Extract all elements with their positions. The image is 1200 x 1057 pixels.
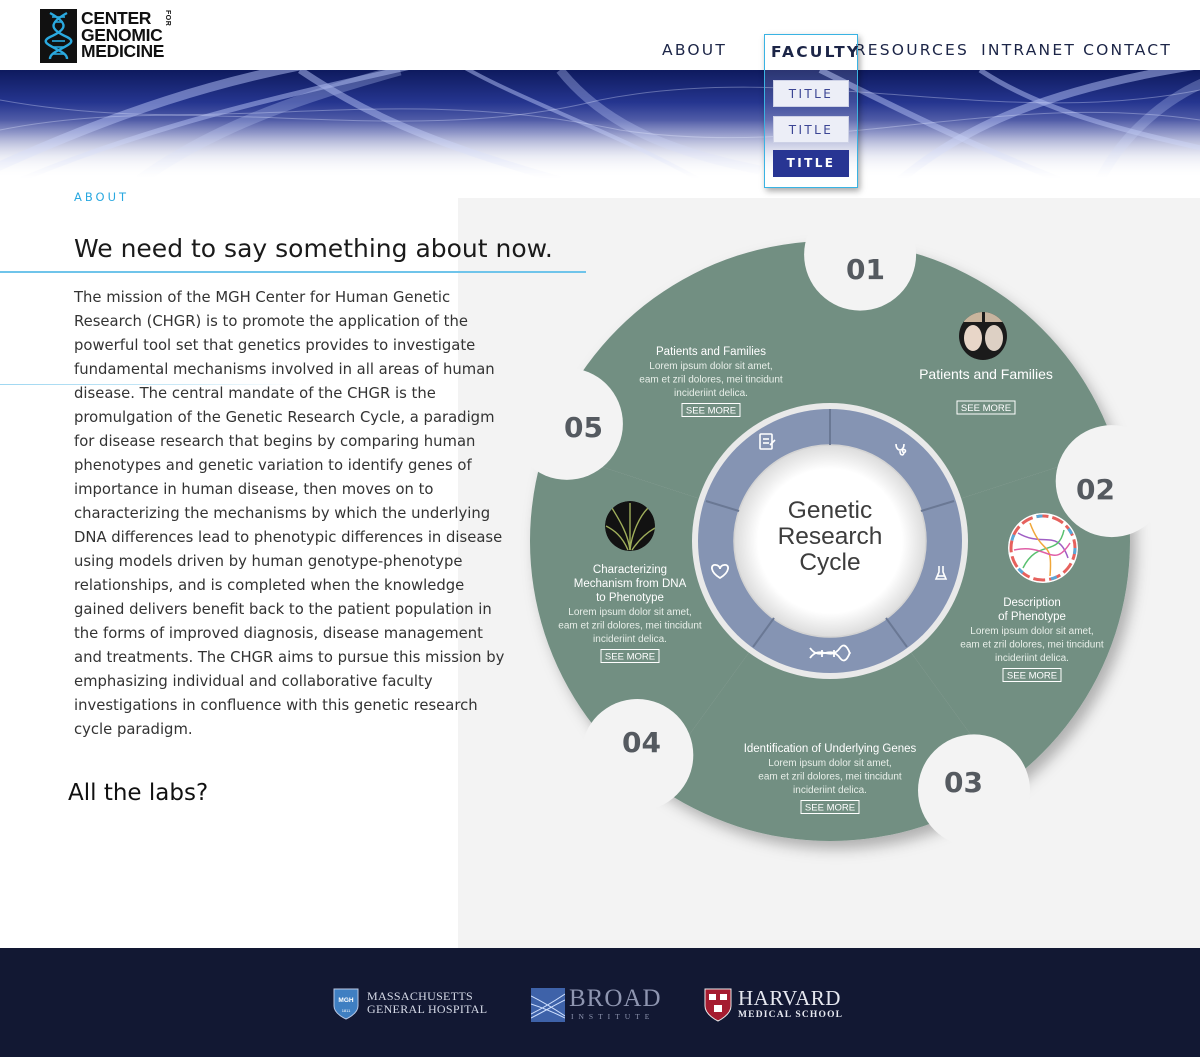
segment-body: eam et zril dolores, mei tincidunt bbox=[558, 620, 702, 632]
dropdown-item[interactable]: TITLE bbox=[773, 80, 849, 107]
mgh-shield-text: MGH bbox=[338, 997, 354, 1004]
see-more-label[interactable]: SEE MORE bbox=[960, 403, 1012, 414]
dropdown-item-highlighted[interactable]: TITLE bbox=[773, 150, 849, 177]
site-footer bbox=[0, 948, 1200, 1057]
segment-body: Lorem ipsum dolor sit amet, bbox=[768, 758, 892, 769]
segment-body: Lorem ipsum dolor sit amet, bbox=[649, 361, 773, 372]
segment-number-04: 04 bbox=[622, 726, 661, 759]
segment-body: Lorem ipsum dolor sit amet, bbox=[568, 607, 692, 618]
segment-body: eam et zril dolores, mei tincidunt bbox=[758, 771, 902, 783]
nav-intranet[interactable]: INTRANET bbox=[981, 41, 1076, 59]
segment-title: of Phenotype bbox=[998, 611, 1066, 623]
see-more-label[interactable]: SEE MORE bbox=[685, 405, 737, 417]
segment-title: Identification of Underlying Genes bbox=[743, 743, 917, 755]
logo-line: MEDICINE bbox=[81, 41, 165, 61]
see-more-label[interactable]: SEE MORE bbox=[804, 802, 856, 814]
broad-logo[interactable] bbox=[531, 985, 671, 1024]
broad-name: BROAD bbox=[569, 985, 662, 1012]
logo-for: FOR bbox=[164, 10, 171, 27]
segment-body: eam et zril dolores, mei tincidunt bbox=[639, 374, 783, 386]
mgh-year: 1811 bbox=[341, 1008, 351, 1013]
center-title-line: Research bbox=[777, 523, 883, 550]
mgh-shield-icon bbox=[333, 988, 359, 1020]
faculty-dropdown bbox=[764, 34, 861, 188]
mgh-line: GENERAL HOSPITAL bbox=[367, 1001, 488, 1016]
see-more-label[interactable]: SEE MORE bbox=[604, 651, 656, 663]
segment-body: incideriint delica. bbox=[995, 653, 1069, 664]
segment-title: to Phenotype bbox=[596, 592, 664, 604]
broad-mark-icon bbox=[531, 988, 565, 1022]
harvard-medical-logo[interactable] bbox=[704, 988, 854, 1024]
plant-photo bbox=[605, 501, 655, 551]
nav-resources[interactable]: RESOURCES bbox=[854, 41, 969, 59]
hero-banner bbox=[0, 70, 1200, 178]
section-label: ABOUT bbox=[74, 190, 130, 204]
genetic-research-cycle-diagram bbox=[458, 198, 1200, 948]
see-more-label[interactable]: SEE MORE bbox=[1006, 670, 1058, 682]
segment-number-03: 03 bbox=[944, 766, 983, 799]
center-title-line: Genetic bbox=[787, 497, 873, 524]
segment-title: Patients and Families bbox=[919, 366, 1053, 382]
segment-body: incideriint delica. bbox=[674, 388, 748, 399]
labs-heading: All the labs? bbox=[68, 780, 209, 806]
center-title-line: Cycle bbox=[799, 549, 861, 576]
segment-title: Description bbox=[1003, 597, 1061, 609]
circos-plot bbox=[1008, 513, 1078, 583]
harvard-name: HARVARD bbox=[738, 986, 841, 1010]
segment-body: eam et zril dolores, mei tincidunt bbox=[960, 639, 1104, 651]
segment-body: incideriint delica. bbox=[593, 634, 667, 645]
logo-line: GENOMIC bbox=[81, 24, 163, 45]
segment-title: Patients and Families bbox=[656, 346, 766, 358]
segment-body: Lorem ipsum dolor sit amet, bbox=[970, 626, 1094, 637]
harvard-shield-icon bbox=[704, 988, 732, 1022]
dropdown-heading[interactable]: FACULTY bbox=[771, 43, 861, 61]
site-logo[interactable] bbox=[40, 9, 180, 63]
mgh-line: MASSACHUSETTS bbox=[367, 989, 473, 1003]
broad-subtitle: INSTITUTE bbox=[571, 1012, 655, 1021]
segment-number-02: 02 bbox=[1076, 473, 1115, 506]
dropdown-item[interactable]: TITLE bbox=[773, 116, 849, 143]
mgh-logo[interactable] bbox=[333, 988, 503, 1024]
segment-number-01: 01 bbox=[846, 253, 885, 286]
segment-number-05: 05 bbox=[564, 411, 603, 444]
mission-text: The mission of the MGH Center for Human Genetic Research (CHGR) is to promote the application of the powerful tool set that genetics provides to investigate fundamental mechanisms involved in all areas of human disease. The central mandate of the CHGR is the promulgation of the Genetic Research Cycle, a paradigm for disease research that begins by comparing human phenotypes and genetic variation to identify genes of importance in human disease, then moves on to characterizing the mechanisms by which the underlying DNA differences lead to phenotypic differences in disease using models driven by human genotype-phenotype relationships, and is completed when the knowledge gained delivers benefit back to the patient population in the forms of improved diagnosis, disease management and treatments. The CHGR aims to pursue this mission by emphasizing individual and collaborative faculty investigations in confluence with this genetic research cycle paradigm. bbox=[74, 289, 505, 738]
segment-title: Mechanism from DNA bbox=[573, 578, 687, 590]
site-header bbox=[0, 0, 1200, 70]
segment-title: Characterizing bbox=[592, 564, 668, 576]
segment-body: incideriint delica. bbox=[793, 785, 867, 796]
dna-logo-icon bbox=[40, 9, 77, 63]
dna-strands-graphic bbox=[0, 70, 1200, 178]
harvard-subtitle: MEDICAL SCHOOL bbox=[738, 1010, 844, 1020]
page-headline: We need to say something about now. bbox=[74, 234, 553, 263]
nav-about[interactable]: ABOUT bbox=[662, 41, 727, 59]
logo-line: CENTER bbox=[81, 8, 152, 28]
nav-contact[interactable]: CONTACT bbox=[1083, 41, 1172, 59]
mgh-wordmark bbox=[367, 990, 487, 1015]
